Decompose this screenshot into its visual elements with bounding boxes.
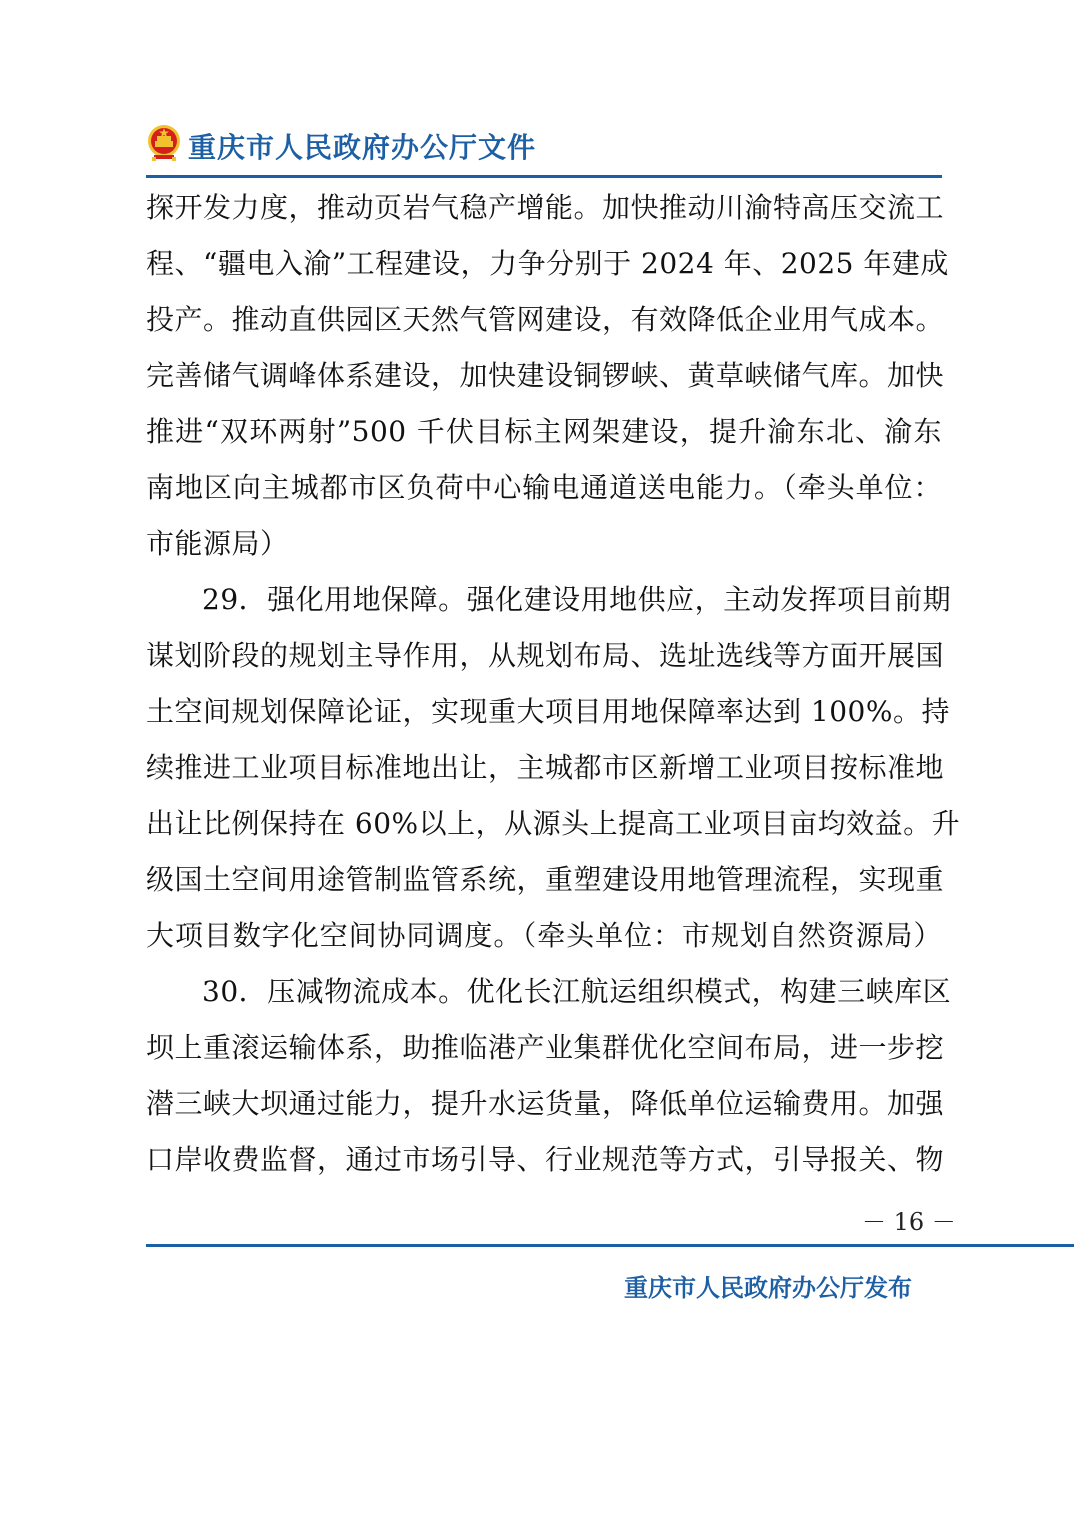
body-line: 谋划阶段的规划主导作用，从规划布局、选址选线等方面开展国 xyxy=(146,639,945,672)
paragraph-29-start: 29．强化用地保障。强化建设用地供应，主动发挥项目前期 xyxy=(202,583,952,616)
body-line: 探开发力度，推动页岩气稳产增能。加快推动川渝特高压交流工 xyxy=(146,191,945,224)
body-line: 口岸收费监督，通过市场引导、行业规范等方式，引导报关、物 xyxy=(146,1143,945,1176)
body-line: 级国土空间用途管制监管系统，重塑建设用地管理流程，实现重 xyxy=(146,863,945,896)
footer-publisher: 重庆市人民政府办公厅发布 xyxy=(624,1274,912,1302)
body-line: 市能源局） xyxy=(146,527,289,560)
body-line: 续推进工业项目标准地出让，主城都市区新增工业项目按标准地 xyxy=(146,751,945,784)
page-number: － 16 － xyxy=(862,1208,956,1236)
national-emblem-icon xyxy=(146,124,182,162)
body-line: 出让比例保持在 60%以上，从源头上提高工业项目亩均效益。升 xyxy=(146,807,961,840)
body-line: 大项目数字化空间协同调度。（牵头单位：市规划自然资源局） xyxy=(146,919,942,952)
paragraph-30-start: 30．压减物流成本。优化长江航运组织模式，构建三峡库区 xyxy=(202,975,952,1008)
footer-rule xyxy=(146,1244,1074,1247)
header-rule xyxy=(146,175,942,178)
body-line: 南地区向主城都市区负荷中心输电通道送电能力。（牵头单位： xyxy=(146,471,942,504)
document-body xyxy=(146,180,961,1188)
body-line: 坝上重滚运输体系，助推临港产业集群优化空间布局，进一步挖 xyxy=(146,1031,945,1064)
header-title: 重庆市人民政府办公厅文件 xyxy=(188,131,537,164)
body-line: 土空间规划保障论证，实现重大项目用地保障率达到 100%。持 xyxy=(146,695,950,728)
body-line: 完善储气调峰体系建设，加快建设铜锣峡、黄草峡储气库。加快 xyxy=(146,359,945,392)
body-line: 投产。推动直供园区天然气管网建设，有效降低企业用气成本。 xyxy=(146,303,945,336)
document-header xyxy=(146,122,942,168)
body-line: 推进“双环两射”500 千伏目标主网架建设，提升渝东北、渝东 xyxy=(146,415,942,448)
body-line: 程、“疆电入渝”工程建设，力争分别于 2024 年、2025 年建成 xyxy=(146,247,949,280)
body-line: 潜三峡大坝通过能力，提升水运货量，降低单位运输费用。加强 xyxy=(146,1087,945,1120)
